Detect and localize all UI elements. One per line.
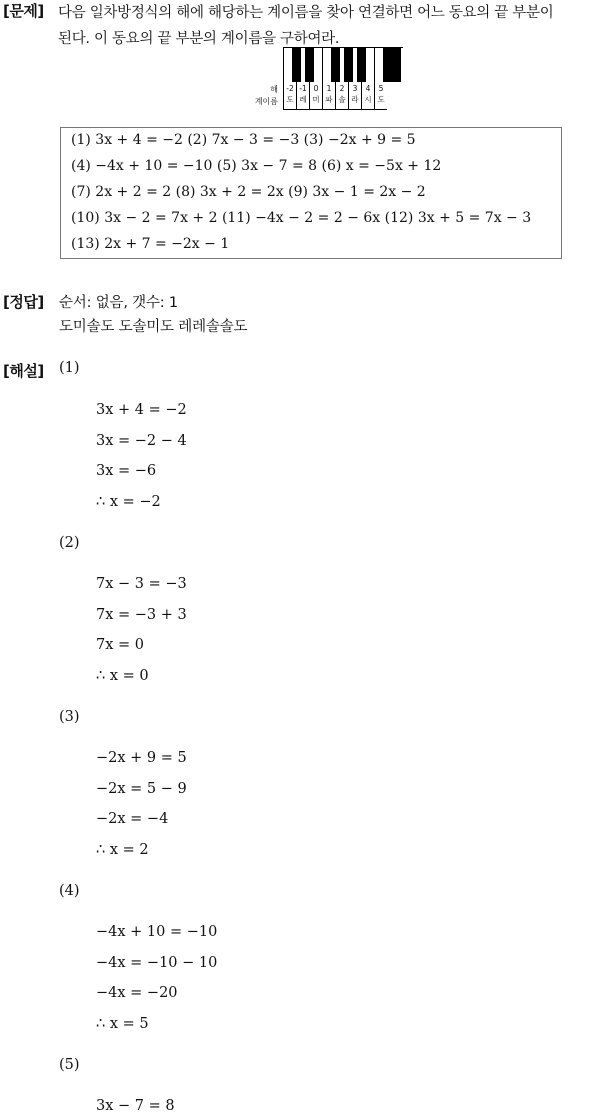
solution-step: −2x = 5 − 9 <box>96 781 187 797</box>
key-note: 미 <box>312 95 320 104</box>
equation-line: (10) 3x − 2 = 7x + 2 (11) −4x − 2 = 2 − 6x (12) 3x + 5 = 7x − 3 <box>71 210 532 226</box>
equation-box <box>60 127 562 259</box>
solution-step: 3x − 7 = 8 <box>96 1098 175 1114</box>
key-value: 0 <box>313 84 319 93</box>
equation-line: (7) 2x + 2 = 2 (8) 3x + 2 = 2x (9) 3x − 1 = 2x − 2 <box>71 184 426 200</box>
solution-step: −4x + 10 = −10 <box>96 924 218 940</box>
solution-part-number: (3) <box>59 709 80 725</box>
key-note: 라 <box>351 95 359 104</box>
solution-step: 3x = −2 − 4 <box>96 433 187 449</box>
equation-line: (4) −4x + 10 = −10 (5) 3x − 7 = 8 (6) x = −5x + 12 <box>71 158 442 174</box>
answer-line-1: 순서: 없음, 갯수: 1 <box>59 295 178 311</box>
solution-part-number: (2) <box>59 535 80 551</box>
key-note: 레 <box>299 95 307 104</box>
solution-step: −2x = −4 <box>96 811 169 827</box>
key-value: 4 <box>365 84 371 93</box>
piano-black-key <box>292 47 301 82</box>
piano-black-key <box>344 47 353 82</box>
solution-step: 7x − 3 = −3 <box>96 576 187 592</box>
solution-step: ∴ x = 2 <box>96 842 149 858</box>
equation-line: (1) 3x + 4 = −2 (2) 7x − 3 = −3 (3) −2x + 9 = 5 <box>71 132 416 148</box>
key-value: 1 <box>326 84 332 93</box>
piano-keyboard <box>283 47 403 110</box>
key-note: 솔 <box>338 95 346 104</box>
problem-text <box>58 0 590 52</box>
piano-black-key <box>357 47 366 82</box>
solution-step: −2x + 9 = 5 <box>96 750 187 766</box>
problem-line-2: 된다. 이 동요의 끝 부분의 계이름을 구하여라. <box>58 31 340 47</box>
key-note: 도 <box>377 95 385 104</box>
solution-part-number: (4) <box>59 883 80 899</box>
piano-black-key <box>331 47 340 82</box>
piano-row-label-solution: 해 <box>270 85 278 94</box>
solution-step: ∴ x = 0 <box>96 668 149 684</box>
solution-step: −4x = −20 <box>96 985 178 1001</box>
solution-step: 3x + 4 = −2 <box>96 402 187 418</box>
solution-label: [해설] <box>3 362 44 380</box>
key-value: 3 <box>352 84 358 93</box>
solution-step: 3x = −6 <box>96 463 157 479</box>
solution-step: −4x = −10 − 10 <box>96 955 218 971</box>
answer-label: [정답] <box>3 293 44 311</box>
solution-part-number: (1) <box>59 360 80 376</box>
problem-line-1: 다음 일차방정식의 해에 해당하는 계이름을 찾아 연결하면 어느 동요의 끝 부분이 <box>58 5 554 21</box>
key-value: 5 <box>378 84 384 93</box>
piano-black-key <box>305 47 314 82</box>
key-value: -1 <box>299 84 307 93</box>
key-note: 파 <box>325 95 333 104</box>
piano-black-key <box>383 47 401 82</box>
key-note: 도 <box>286 95 294 104</box>
equation-line: (13) 2x + 7 = −2x − 1 <box>71 236 230 252</box>
solution-step: ∴ x = 5 <box>96 1016 149 1032</box>
solution-step: 7x = 0 <box>96 637 144 653</box>
solution-part-number: (5) <box>59 1057 80 1073</box>
piano-row-label-note: 계이름 <box>254 97 278 106</box>
key-note: 시 <box>364 95 372 104</box>
solution-step: ∴ x = −2 <box>96 494 161 510</box>
problem-label: [문제] <box>3 2 44 20</box>
key-value: -2 <box>286 84 294 93</box>
key-value: 2 <box>339 84 345 93</box>
solution-step: 7x = −3 + 3 <box>96 607 187 623</box>
answer-line-2: 도미솔도 도솔미도 레레솔솔도 <box>59 319 248 335</box>
